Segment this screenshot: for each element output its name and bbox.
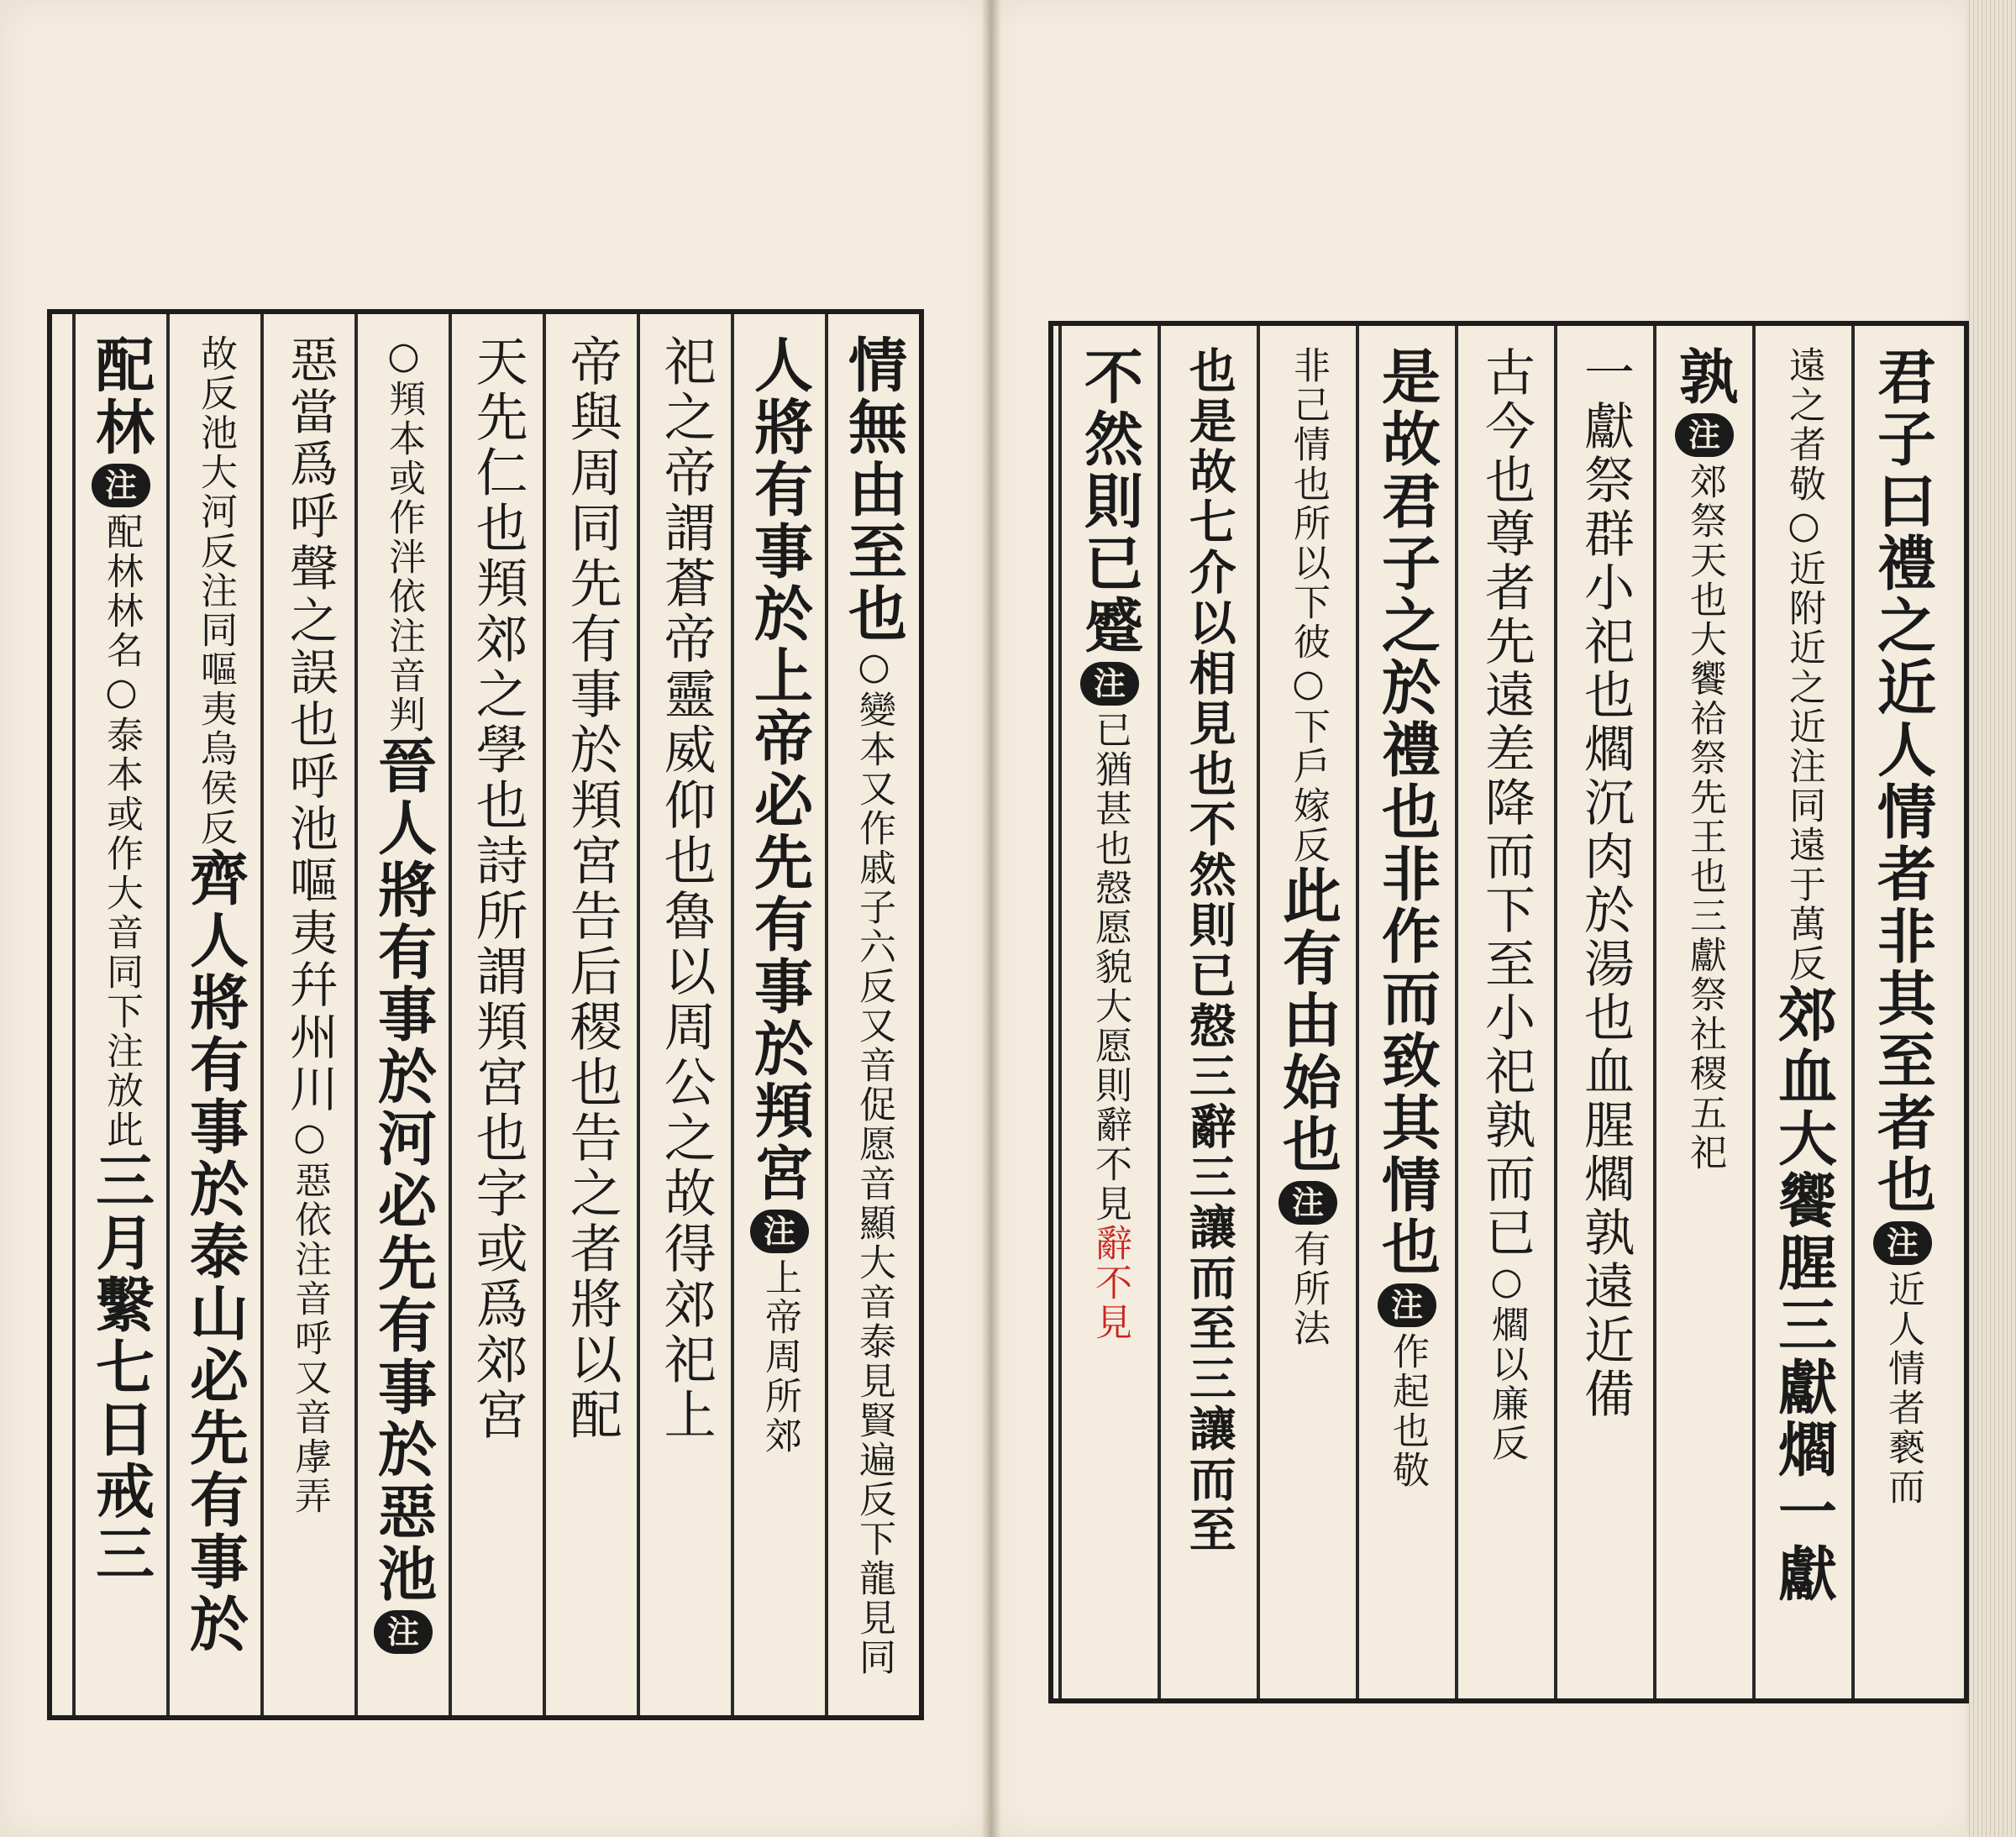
column-main-text: 君子曰禮之近人情者非其至者也 xyxy=(1867,346,1938,1216)
column-main-text: 此有由始也 xyxy=(1273,865,1343,1176)
text-column xyxy=(166,314,260,1715)
annotation-seal-icon: 注 xyxy=(1278,1181,1337,1225)
column-main-text: 孰 xyxy=(1669,346,1740,408)
right-text-block xyxy=(1048,321,1969,1703)
column-main-text: 帝與周同先有事於頖宮告后稷也告之者將以配 xyxy=(561,334,623,1443)
column-note-text: ○惡依注音呼又音虖弄 xyxy=(288,1115,331,1516)
annotation-seal-icon: 注 xyxy=(92,464,150,507)
text-column xyxy=(260,314,354,1715)
column-main-text: 不然則已蹙 xyxy=(1074,346,1145,657)
column-note-text: 近人情者褻而 xyxy=(1882,1270,1924,1507)
red-ink-mark: 三讓而至 xyxy=(1181,1354,1237,1556)
red-ink-mark: 三 xyxy=(86,1523,156,1585)
text-column xyxy=(1752,326,1851,1698)
annotation-seal-icon: 注 xyxy=(1675,413,1734,457)
text-column xyxy=(1158,326,1257,1698)
column-note-text: 已猶甚也慤愿貌大愿則辭不見 xyxy=(1089,711,1131,1224)
text-column xyxy=(825,314,919,1715)
text-column xyxy=(1653,326,1752,1698)
text-column xyxy=(72,314,166,1715)
column-main-text: 配林 xyxy=(86,334,156,459)
text-column xyxy=(1554,326,1653,1698)
column-note-text: ○爓以廉反 xyxy=(1485,1260,1528,1463)
column-main-text: 也是故七介以相見也不然則已慤三辭三讓而至 xyxy=(1181,346,1237,1354)
column-main-text: 天先仁也頖郊之學也詩所謂頖宮也字或爲郊宮 xyxy=(467,334,529,1443)
left-text-block xyxy=(47,309,924,1720)
column-note-text: 遠之者敬○近附近之近注同遠于萬反 xyxy=(1782,346,1825,984)
column-main-text: 古今也尊者先遠差降而下至小祀孰而已 xyxy=(1477,346,1536,1260)
text-column xyxy=(1257,326,1356,1698)
column-main-text: 三月繫七日戒 xyxy=(86,1150,156,1523)
column-main-text: 晉人將有事於河必先有事於惡池 xyxy=(368,735,438,1605)
text-column xyxy=(1058,326,1158,1698)
column-main-text: 惡當爲呼聲之誤也呼池嘔夷幷州川 xyxy=(281,334,339,1115)
text-column xyxy=(1851,326,1950,1698)
text-column xyxy=(1356,326,1455,1698)
column-main-text: 齊人將有事於泰山必先有事於 xyxy=(180,848,250,1656)
annotation-seal-icon: 注 xyxy=(374,1610,433,1654)
column-main-text: 情無由至也 xyxy=(838,334,909,645)
column-main-text: 人將有事於上帝必先有事於頖宮 xyxy=(744,334,815,1205)
red-ink-mark: 辭不見 xyxy=(1089,1224,1131,1342)
column-note-text: 郊祭天也大饗祫祭先王也三獻祭社稷五祀 xyxy=(1683,462,1726,1173)
text-column xyxy=(354,314,449,1715)
column-note-text: 作起也敬 xyxy=(1386,1332,1429,1490)
page-edges xyxy=(1966,0,2016,1837)
annotation-seal-icon: 注 xyxy=(1080,662,1139,706)
text-column xyxy=(731,314,825,1715)
annotation-seal-icon: 注 xyxy=(1873,1221,1932,1265)
column-main-text: 祀之帝謂蒼帝靈威仰也魯以周公之故得郊祀上 xyxy=(655,334,717,1443)
column-main-text: 郊血大饗腥三獻爓一獻 xyxy=(1768,984,1839,1605)
column-note-text: 配林林名○泰本或作大音同下注放此 xyxy=(100,512,143,1150)
book-gutter xyxy=(981,0,1001,1837)
text-column xyxy=(1455,326,1554,1698)
column-note-text: 故反池大河反注同嘔夷烏侯反 xyxy=(194,334,237,848)
text-column xyxy=(543,314,637,1715)
annotation-seal-icon: 注 xyxy=(750,1210,809,1253)
column-note-text: 上帝周所郊 xyxy=(759,1258,801,1456)
column-note-text: 有所法 xyxy=(1287,1230,1330,1348)
text-column xyxy=(637,314,731,1715)
annotation-seal-icon: 注 xyxy=(1378,1283,1436,1327)
column-note-text: ○變本又作戚子六反又音促愿音顯大音泰見賢遍反下龍見同 xyxy=(853,645,895,1677)
column-main-text: 一獻祭群小祀也爓沉肉於湯也血腥爓孰遠近備 xyxy=(1576,346,1635,1421)
text-column xyxy=(449,314,543,1715)
column-note-text: ○頖本或作泮依注音判 xyxy=(382,334,425,735)
column-main-text: 是故君子之於禮也非作而致其情也 xyxy=(1372,346,1442,1278)
column-note-text: 非己情也所以下彼○下戶嫁反 xyxy=(1287,346,1330,865)
